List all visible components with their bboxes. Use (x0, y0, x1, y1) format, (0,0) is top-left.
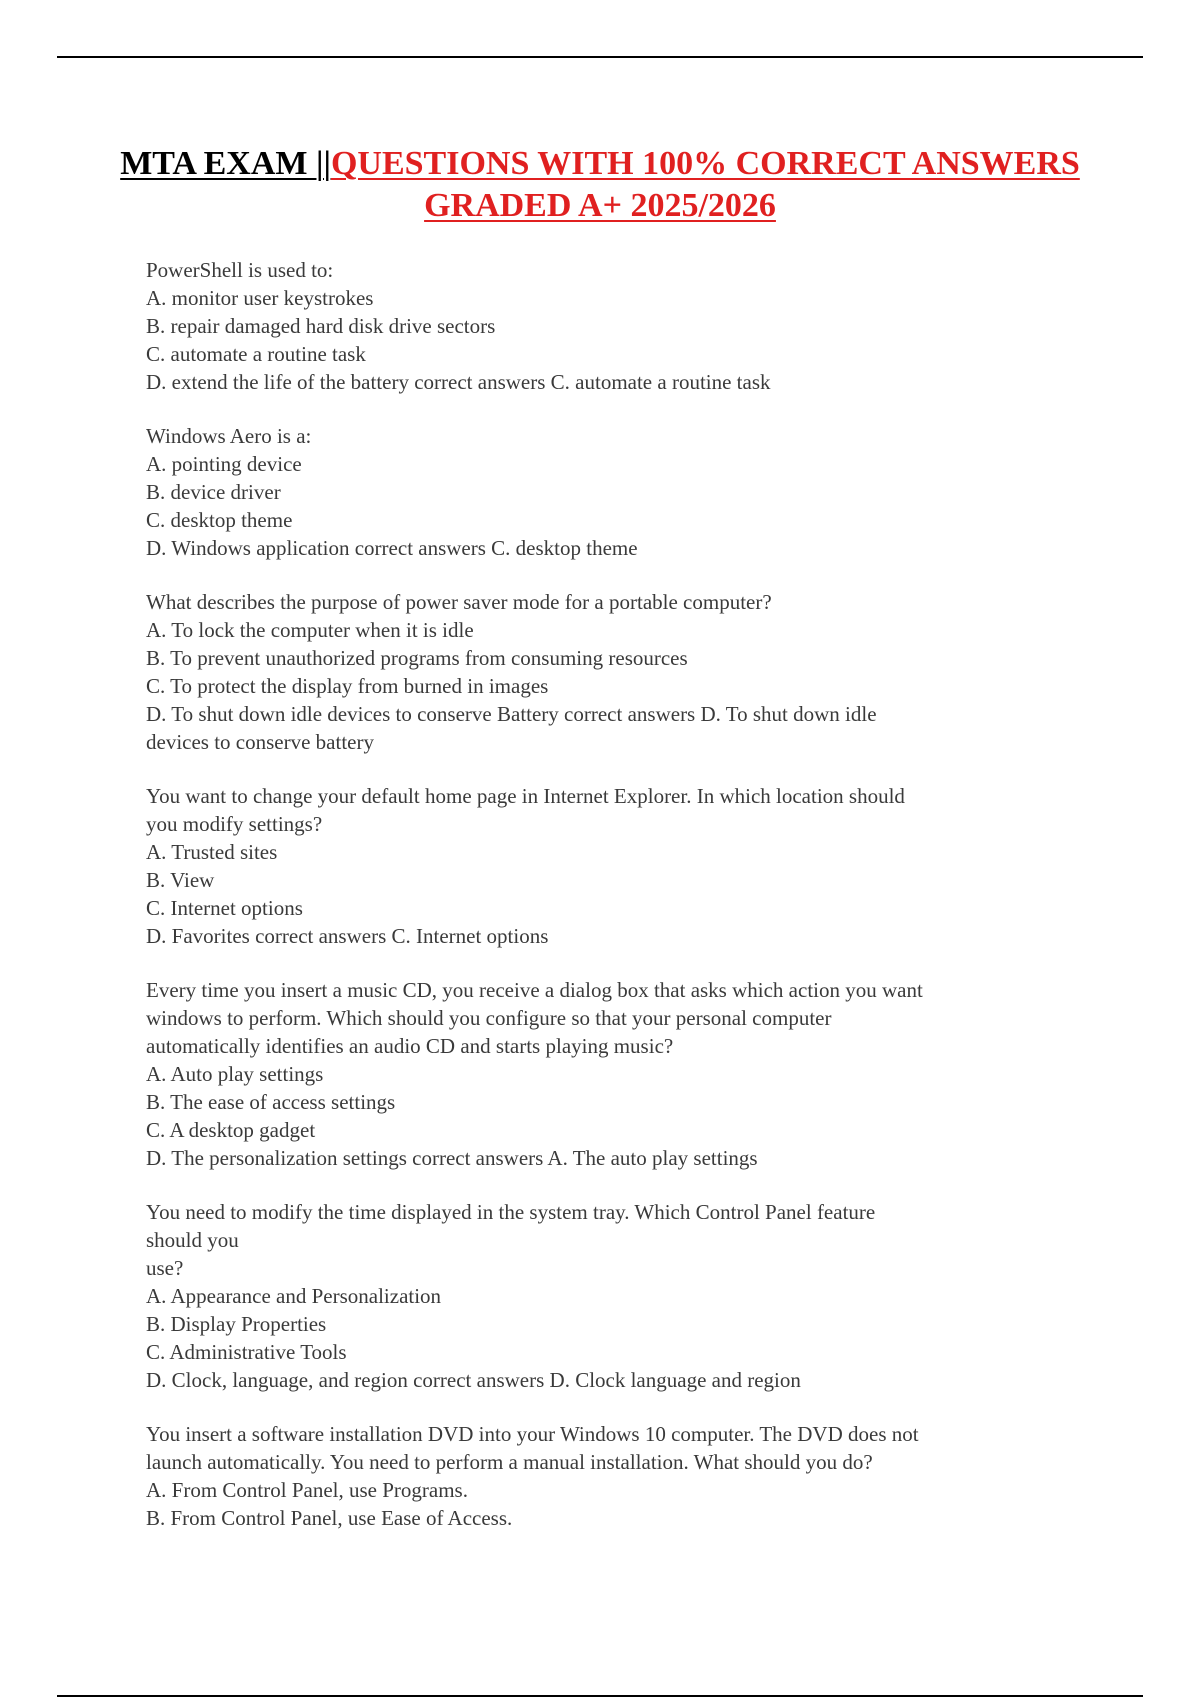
page-title (57, 143, 1143, 227)
option-line: A. Auto play settings (146, 1062, 324, 1086)
option-line: devices to conserve battery (146, 730, 374, 754)
top-rule (57, 56, 1143, 58)
question-line: You insert a software installation DVD into your Windows 10 computer. The DVD does not (146, 1422, 919, 1446)
question-line: Windows Aero is a: (146, 424, 312, 448)
question-line: PowerShell is used to: (146, 258, 334, 282)
question-block-3 (146, 588, 1066, 756)
question-block-1 (146, 256, 1066, 396)
option-line: B. View (146, 868, 215, 892)
option-line: B. repair damaged hard disk drive sectors (146, 314, 496, 338)
option-line: B. From Control Panel, use Ease of Access. (146, 1506, 513, 1530)
option-line: C. automate a routine task (146, 342, 366, 366)
question-line: use? (146, 1256, 184, 1280)
option-line: C. desktop theme (146, 508, 293, 532)
option-line: B. device driver (146, 480, 281, 504)
title-black-part: MTA EXAM || (120, 145, 331, 182)
option-line: C. Internet options (146, 896, 303, 920)
option-line: B. The ease of access settings (146, 1090, 396, 1114)
option-line: D. Favorites correct answers C. Internet options (146, 924, 549, 948)
question-line: launch automatically. You need to perform a manual installation. What should you do? (146, 1450, 873, 1474)
option-line: C. To protect the display from burned in images (146, 674, 549, 698)
question-list (146, 256, 1066, 1558)
question-line: You want to change your default home page in Internet Explorer. In which location should (146, 784, 905, 808)
option-line: D. extend the life of the battery correct answers C. automate a routine task (146, 370, 771, 394)
option-line: D. To shut down idle devices to conserve Battery correct answers D. To shut down idle (146, 702, 877, 726)
bottom-rule (57, 1695, 1143, 1697)
option-line: D. Clock, language, and region correct answers D. Clock language and region (146, 1368, 801, 1392)
option-line: D. The personalization settings correct answers A. The auto play settings (146, 1146, 758, 1170)
option-line: B. To prevent unauthorized programs from consuming resources (146, 646, 688, 670)
option-line: A. Trusted sites (146, 840, 278, 864)
option-line: B. Display Properties (146, 1312, 327, 1336)
question-block-2 (146, 422, 1066, 562)
question-block-4 (146, 782, 1066, 950)
question-block-7 (146, 1420, 1066, 1532)
option-line: A. monitor user keystrokes (146, 286, 374, 310)
question-line: windows to perform. Which should you configure so that your personal computer (146, 1006, 832, 1030)
option-line: A. To lock the computer when it is idle (146, 618, 474, 642)
question-block-6 (146, 1198, 1066, 1394)
option-line: C. A desktop gadget (146, 1118, 316, 1142)
option-line: A. Appearance and Personalization (146, 1284, 442, 1308)
option-line: C. Administrative Tools (146, 1340, 347, 1364)
question-line: automatically identifies an audio CD and starts playing music? (146, 1034, 674, 1058)
question-line: you modify settings? (146, 812, 323, 836)
option-line: D. Windows application correct answers C. desktop theme (146, 536, 638, 560)
question-block-5 (146, 976, 1066, 1172)
question-line: What describes the purpose of power saver mode for a portable computer? (146, 590, 772, 614)
title-red-part: QUESTIONS WITH 100% CORRECT ANSWERS GRADED A+ 2025/2026 (330, 145, 1080, 224)
option-line: A. pointing device (146, 452, 302, 476)
question-line: You need to modify the time displayed in the system tray. Which Control Panel feature (146, 1200, 876, 1224)
question-line: should you (146, 1228, 239, 1252)
question-line: Every time you insert a music CD, you receive a dialog box that asks which action you want (146, 978, 923, 1002)
option-line: A. From Control Panel, use Programs. (146, 1478, 468, 1502)
